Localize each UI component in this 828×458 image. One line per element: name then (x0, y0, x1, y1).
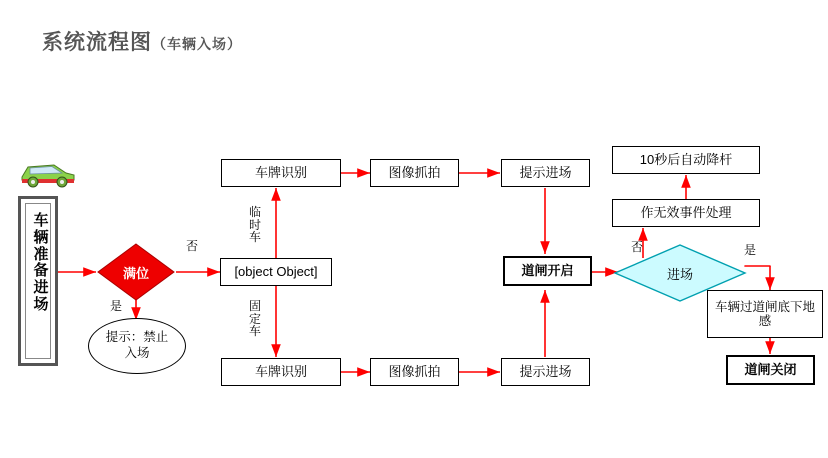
image-capture-bottom-label: 图像抓拍 (388, 363, 441, 379)
pass-coil-label: 车辆过道闸底下地感 (714, 299, 815, 328)
image-capture-top (370, 159, 459, 187)
label-enter-yes: 是 (744, 243, 757, 257)
label-fixed-car: 固定车 (248, 299, 261, 339)
forbid-entry-label: 提示：禁止入场 (105, 330, 169, 360)
page-title-main: 系统流程图 (42, 31, 152, 54)
start-node-label: 车辆准备进场 (33, 212, 49, 313)
coil-label: [object Object] (234, 263, 318, 279)
image-capture-top-label: 图像抓拍 (388, 164, 441, 180)
plate-recognition-bottom-label: 车牌识别 (254, 363, 307, 379)
gate-open-label: 道闸开启 (521, 262, 574, 278)
plate-recognition-top (221, 159, 341, 187)
label-full-yes: 是 (110, 299, 123, 313)
notify-entry-bottom-label: 提示进场 (519, 363, 572, 379)
label-full-no: 否 (186, 239, 199, 253)
label-temp-car: 临时车 (248, 205, 261, 245)
invalid-event-node (612, 199, 760, 227)
forbid-entry-node (88, 318, 186, 374)
decision-enter-label: 进场 (666, 266, 693, 282)
gate-open-node (503, 256, 592, 286)
plate-recognition-top-label: 车牌识别 (254, 164, 307, 180)
plate-recognition-bottom (221, 358, 341, 386)
auto-barrier-down-node (612, 146, 760, 174)
car-icon (14, 155, 80, 191)
gate-close-label: 道闸关闭 (744, 361, 797, 377)
notify-entry-top-label: 提示进场 (519, 164, 572, 180)
page-title-sub: （车辆入场） (152, 36, 242, 52)
invalid-event-label: 作无效事件处理 (640, 204, 732, 220)
gate-close-node (726, 355, 815, 385)
auto-barrier-down-label: 10秒后自动降杆 (639, 151, 733, 167)
notify-entry-top (501, 159, 590, 187)
coil-node (220, 258, 332, 286)
pass-coil-node (707, 290, 823, 338)
decision-full-label: 满位 (122, 265, 149, 281)
notify-entry-bottom (501, 358, 590, 386)
label-enter-no: 否 (631, 240, 644, 254)
image-capture-bottom (370, 358, 459, 386)
start-node (18, 196, 58, 366)
decision-full (96, 242, 176, 302)
